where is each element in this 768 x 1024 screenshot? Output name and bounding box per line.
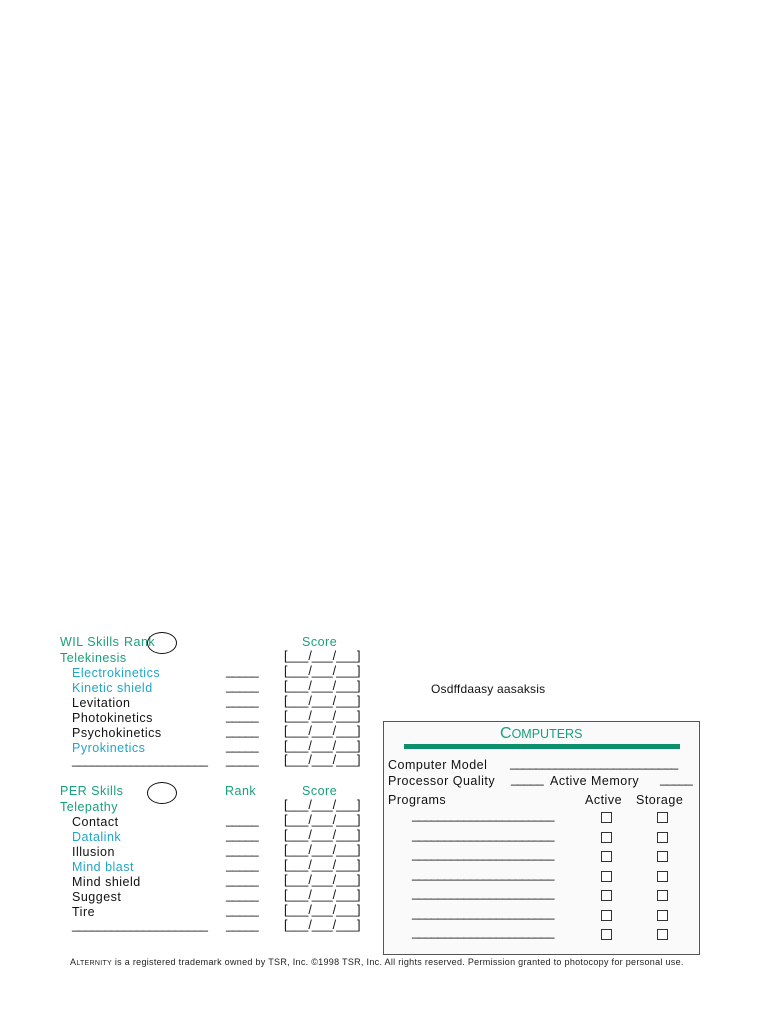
per-skill-name: Datalink xyxy=(72,830,122,844)
processor-quality-field[interactable]: _____ xyxy=(511,772,544,786)
program-storage-checkbox[interactable] xyxy=(657,871,668,882)
per-skill-score[interactable]: [___/___/___] xyxy=(284,873,361,887)
wil-skill-name: Psychokinetics xyxy=(72,725,162,740)
per-skill-rank[interactable]: _____ xyxy=(226,873,259,887)
per-skill-score[interactable]: [___/___/___] xyxy=(284,858,361,872)
programs-label: Programs xyxy=(388,793,447,807)
computers-panel xyxy=(383,721,700,955)
wil-group-telekinesis: Telekinesis xyxy=(60,651,127,665)
per-skill-name: Tire xyxy=(72,905,96,919)
wil-skill-score[interactable]: [___/___/___] xyxy=(284,753,361,768)
per-skill-rank[interactable]: _____ xyxy=(226,888,259,902)
per-skills-header: PER Skills xyxy=(60,784,124,798)
per-skill-name: Mind shield xyxy=(72,875,141,889)
program-name-field[interactable]: ______________________ xyxy=(412,847,554,861)
wil-skills-header: WIL Skills xyxy=(60,635,120,649)
per-score-header: Score xyxy=(302,784,338,798)
wil-skill-name: Kinetic shield xyxy=(72,680,153,695)
per-skill-score[interactable]: [___/___/___] xyxy=(284,888,361,902)
per-skill-rank[interactable]: _____ xyxy=(226,918,259,932)
program-active-checkbox[interactable] xyxy=(601,851,612,862)
per-blank-skill[interactable]: _____________________ xyxy=(72,918,208,932)
wil-skill-rank[interactable]: _____ xyxy=(226,738,259,753)
active-memory-label: Active Memory xyxy=(550,774,640,788)
per-group-score[interactable]: [___/___/___] xyxy=(284,798,361,812)
program-storage-checkbox[interactable] xyxy=(657,890,668,901)
per-skill-score[interactable]: [___/___/___] xyxy=(284,828,361,842)
wil-skill-name: Levitation xyxy=(72,695,131,710)
program-active-checkbox[interactable] xyxy=(601,812,612,823)
program-active-checkbox[interactable] xyxy=(601,929,612,940)
wil-skill-score[interactable]: [___/___/___] xyxy=(284,708,361,723)
footer-brand-rest: LTERNITY xyxy=(76,960,113,967)
program-active-checkbox[interactable] xyxy=(601,832,612,843)
active-column-label: Active xyxy=(585,793,623,807)
program-active-checkbox[interactable] xyxy=(601,890,612,901)
per-skill-name: Illusion xyxy=(72,845,115,859)
wil-skill-name: Electrokinetics xyxy=(72,666,161,680)
footer-text: is a registered trademark owned by TSR, Inc. ©1998 TSR, Inc. All rights reserved. Permission granted to photocopy for personal use. xyxy=(112,957,684,967)
wil-skill-score[interactable]: [___/___/___] xyxy=(284,693,361,708)
computers-title-initial: C xyxy=(500,725,512,742)
storage-column-label: Storage xyxy=(636,793,684,807)
program-name-field[interactable]: ______________________ xyxy=(412,866,554,881)
wil-blank-skill[interactable]: _____________________ xyxy=(72,753,208,768)
per-skill-score[interactable]: [___/___/___] xyxy=(284,843,361,857)
footer-brand-initial: A xyxy=(70,957,77,967)
wil-group-score[interactable]: [___/___/___] xyxy=(284,649,361,663)
wil-skill-rank[interactable]: _____ xyxy=(226,678,259,693)
program-storage-checkbox[interactable] xyxy=(657,929,668,940)
per-skill-rank[interactable]: _____ xyxy=(226,843,259,857)
program-name-field[interactable]: ______________________ xyxy=(412,827,554,842)
wil-skill-score[interactable]: [___/___/___] xyxy=(284,738,361,753)
per-skill-rank[interactable]: _____ xyxy=(226,828,259,842)
wil-skill-rank[interactable]: _____ xyxy=(226,723,259,738)
wil-skill-rank[interactable]: _____ xyxy=(226,708,259,723)
wil-skill-rank[interactable]: _____ xyxy=(226,664,259,678)
per-skill-name: Suggest xyxy=(72,890,122,904)
wil-ability-circle[interactable] xyxy=(147,632,177,654)
per-ability-circle[interactable] xyxy=(147,782,177,804)
wil-rank-header: Rank xyxy=(124,635,156,649)
computer-model-label: Computer Model xyxy=(388,758,488,772)
footer-copyright xyxy=(70,957,684,967)
stray-text: Osdffdaasy aasaksis xyxy=(431,682,546,696)
program-name-field[interactable]: ______________________ xyxy=(412,905,554,920)
wil-skill-score[interactable]: [___/___/___] xyxy=(284,678,361,693)
program-name-field[interactable]: ______________________ xyxy=(412,886,554,900)
computer-model-field[interactable]: __________________________ xyxy=(510,756,678,770)
program-storage-checkbox[interactable] xyxy=(657,910,668,921)
per-skill-score[interactable]: [___/___/___] xyxy=(284,813,361,827)
wil-skill-score[interactable]: [___/___/___] xyxy=(284,664,361,678)
wil-skill-name: Pyrokinetics xyxy=(72,740,146,755)
wil-skill-score[interactable]: [___/___/___] xyxy=(284,723,361,738)
program-name-field[interactable]: ______________________ xyxy=(412,925,554,939)
per-skill-name: Contact xyxy=(72,815,119,829)
computers-title-bar xyxy=(404,744,680,749)
wil-skill-rank[interactable]: _____ xyxy=(226,693,259,708)
per-group-telepathy: Telepathy xyxy=(60,800,119,814)
program-name-field[interactable]: ______________________ xyxy=(412,808,554,822)
per-rank-header: Rank xyxy=(225,784,257,798)
wil-skill-name: Photokinetics xyxy=(72,710,153,725)
program-storage-checkbox[interactable] xyxy=(657,832,668,843)
wil-skill-rank[interactable]: _____ xyxy=(226,753,259,768)
computers-title-rest: OMPUTERS xyxy=(511,727,583,741)
per-skill-rank[interactable]: _____ xyxy=(226,858,259,872)
per-skill-rank[interactable]: _____ xyxy=(226,903,259,917)
processor-quality-label: Processor Quality xyxy=(388,774,496,788)
program-storage-checkbox[interactable] xyxy=(657,851,668,862)
program-storage-checkbox[interactable] xyxy=(657,812,668,823)
per-skill-score[interactable]: [___/___/___] xyxy=(284,903,361,917)
per-skill-name: Mind blast xyxy=(72,860,134,874)
program-active-checkbox[interactable] xyxy=(601,910,612,921)
computers-title xyxy=(500,725,582,743)
active-memory-field[interactable]: _____ xyxy=(660,772,693,786)
per-skill-score[interactable]: [___/___/___] xyxy=(284,918,361,932)
per-skill-rank[interactable]: _____ xyxy=(226,813,259,827)
wil-score-header: Score xyxy=(302,635,338,649)
program-active-checkbox[interactable] xyxy=(601,871,612,882)
